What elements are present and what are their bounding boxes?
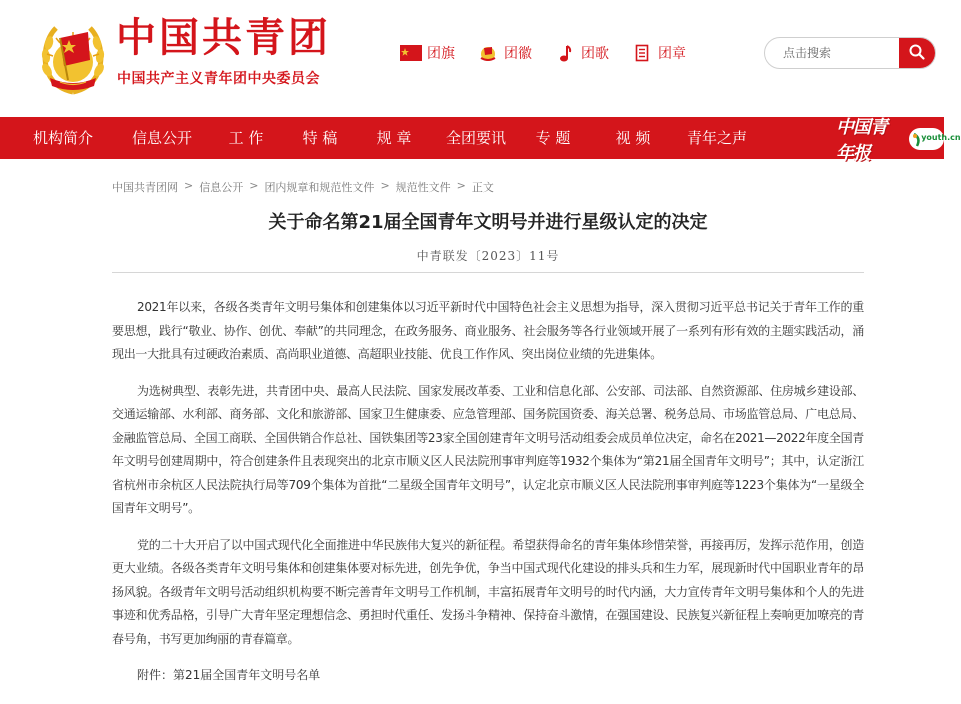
- nav-item-videos[interactable]: 视 频: [615, 129, 651, 147]
- nav-item-about[interactable]: 机构简介: [32, 129, 93, 147]
- quick-link-label: 团歌: [581, 46, 609, 62]
- title-divider: [112, 272, 864, 273]
- youth-cn-logo: youth.cn: [909, 128, 944, 150]
- article-body: [112, 296, 864, 687]
- breadcrumb-current: 正文: [471, 181, 494, 194]
- quick-link-label: 团章: [658, 46, 686, 62]
- quick-link-constitution[interactable]: [631, 43, 686, 63]
- nav-item-youth-voice[interactable]: 青年之声: [686, 129, 747, 147]
- quick-link-label: 团旗: [427, 46, 455, 62]
- search-box: [764, 37, 936, 69]
- main-nav: [0, 117, 961, 164]
- search-button[interactable]: [899, 38, 935, 68]
- china-youth-daily-logo: 中国青年报: [836, 117, 887, 164]
- nav-item-regulations[interactable]: 规 章: [376, 129, 412, 147]
- nav-item-league-news[interactable]: 全团要讯: [445, 129, 506, 147]
- breadcrumb-separator: >: [380, 179, 390, 192]
- search-input[interactable]: [765, 38, 901, 68]
- flag-icon: [400, 44, 422, 62]
- breadcrumb-separator: >: [456, 179, 466, 192]
- quick-links: [400, 42, 708, 64]
- breadcrumb: [112, 179, 494, 195]
- breadcrumb-regulations[interactable]: 团内规章和规范性文件: [264, 181, 375, 194]
- quick-link-label: 团徽: [504, 46, 532, 62]
- breadcrumb-separator: >: [184, 179, 194, 192]
- nav-item-info-disclosure[interactable]: 信息公开: [131, 129, 192, 147]
- quick-link-flag[interactable]: [400, 43, 455, 63]
- document-number: 中青联发〔2023〕11号: [416, 249, 560, 263]
- book-icon: [631, 44, 653, 62]
- nav-item-work[interactable]: 工 作: [228, 129, 264, 147]
- breadcrumb-normative-docs[interactable]: 规范性文件: [395, 181, 451, 194]
- article-title: 关于命名第21届全国青年文明号并进行星级认定的决定: [268, 212, 708, 233]
- article-paragraph: 为选树典型、表彰先进，共青团中央、最高人民法院、国家发展改革委、工业和信息化部、公安部、司法部、自然资源部、住房城乡建设部、交通运输部、水利部、商务部、文化和旅游部、国家卫生健康委、应急管理部、国务院国资委、海关总署、税务总局、市场监管总局、广电总局、金融监管总局、全国工商联、全国供销合作总社、国铁集团等23家全国创建青年文明号活动组委会成员单位决定，命名在2021—2022年度全国青年文明号创建周期中，符合创建条件且表现突出的北京市顺义区人民法院刑事审判庭等1932个集体为“第21届全国青年文明号”；其中，认定浙江省杭州市余杭区人民法院执行局等709个集体为首批“二星级全国青年文明号”，认定北京市顺义区人民法院刑事审判庭等1223个集体为“一星级全国青年文明号”。: [112, 383, 864, 515]
- partner-brand[interactable]: [836, 117, 961, 164]
- breadcrumb-info-disclosure[interactable]: 信息公开: [199, 181, 244, 194]
- nav-list: [0, 117, 764, 159]
- nav-item-topics[interactable]: 专 题: [535, 129, 571, 147]
- breadcrumb-separator: >: [249, 179, 259, 192]
- attachment-link[interactable]: 附件：第21届全国青年文明号名单: [137, 668, 321, 682]
- breadcrumb-home[interactable]: 中国共青团网: [112, 181, 178, 194]
- quick-link-emblem[interactable]: [477, 43, 532, 63]
- site-header: [0, 0, 944, 117]
- site-logo-title[interactable]: 中国共青团: [116, 14, 331, 61]
- music-note-icon: [554, 44, 576, 62]
- article-paragraph: 2021年以来，各级各类青年文明号集体和创建集体以习近平新时代中国特色社会主义思想为指导，深入贯彻习近平总书记关于青年工作的重要思想，践行“敬业、协作、创优、奉献”的共同理念，在政务服务、商业服务、社会服务等各行业领域开展了一系列有形有效的主题实践活动，涌现出一大批具有过硬政治素质、高尚职业道德、高超职业技能、优良工作作风、突出岗位业绩的先进集体。: [112, 300, 864, 361]
- search-icon: [909, 44, 925, 63]
- site-logo-subtitle: 中国共产主义青年团中央委员会: [117, 71, 320, 87]
- nav-item-features[interactable]: 特 稿: [302, 129, 338, 147]
- emblem-icon: [477, 44, 499, 62]
- article-paragraph: 党的二十大开启了以中国式现代化全面推进中华民族伟大复兴的新征程。希望获得命名的青年集体珍惜荣誉，再接再厉，发挥示范作用，创造更大业绩。各级各类青年文明号集体和创建集体要对标先进，创先争优，争当中国式现代化建设的排头兵和生力军，展现新时代中国职业青年的昂扬风貌。各级青年文明号活动组织机构要不断完善青年文明号工作机制，丰富拓展青年文明号的时代内涵，大力宣传青年文明号集体和个人的先进事迹和优秀品格，引导广大青年坚定理想信念、勇担时代重任、发扬斗争精神、保持奋斗激情，在强国建设、民族复兴新征程上奏响更加嘹亮的青春号角，书写更加绚丽的青春篇章。: [112, 537, 864, 646]
- youth-league-emblem-icon[interactable]: [40, 18, 106, 98]
- quick-link-anthem[interactable]: [554, 43, 609, 63]
